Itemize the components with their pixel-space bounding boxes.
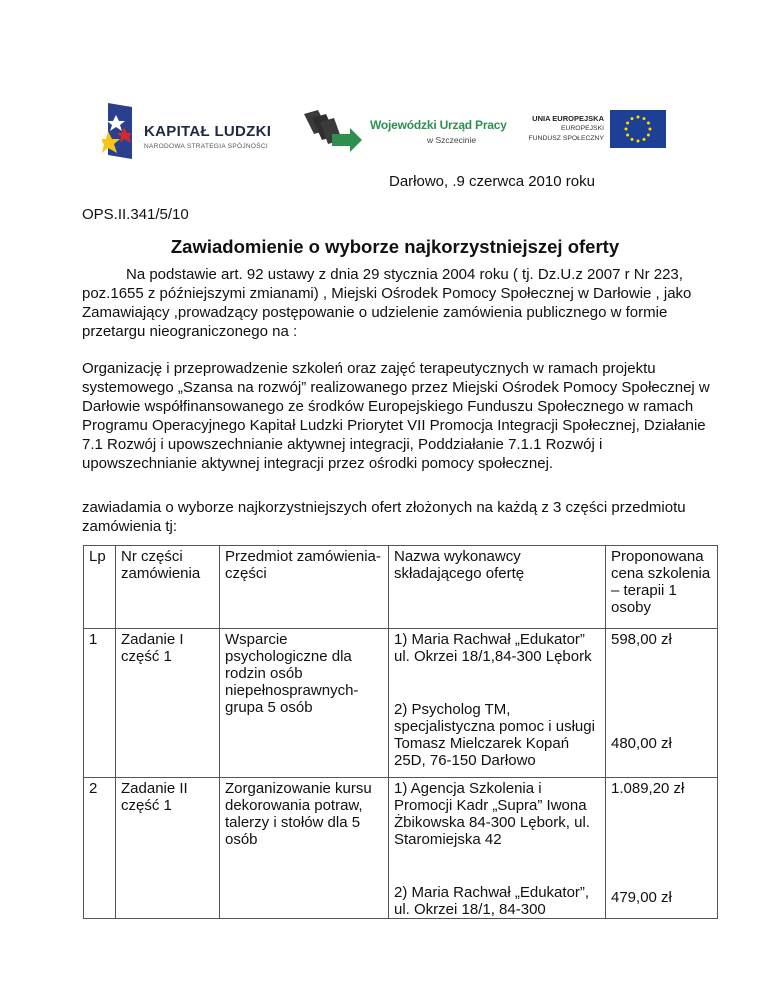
place-date: Darłowo, .9 czerwca 2010 roku xyxy=(389,173,595,190)
header-lp: Lp xyxy=(84,546,116,629)
offer-price: 598,00 zł xyxy=(611,631,672,648)
table-header-row xyxy=(84,546,718,629)
table-row xyxy=(84,629,718,778)
offer-price: 479,00 zł xyxy=(611,889,672,906)
spacer xyxy=(394,848,601,884)
spacer xyxy=(611,797,713,889)
wup-logo xyxy=(296,108,507,158)
offer-price: 480,00 zł xyxy=(611,735,672,752)
eu-logo xyxy=(506,110,666,152)
header-contractor: Nazwa wykonawcy składającego ofertę xyxy=(389,546,606,629)
document-title: Zawiadomienie o wyborze najkorzystniejszej oferty xyxy=(170,236,620,257)
cell-part: Zadanie I część 1 xyxy=(116,629,220,778)
cell-prices xyxy=(606,778,718,919)
cell-part: Zadanie II część 1 xyxy=(116,778,220,919)
cell-subject: Wsparcie psychologiczne dla rodzin osób niepełnosprawnych-grupa 5 osób xyxy=(220,629,389,778)
eu-subtitle-1: EUROPEJSKI xyxy=(560,125,604,132)
eu-flag-icon xyxy=(610,110,666,148)
wup-cards-arrow-icon xyxy=(296,108,364,156)
cell-subject: Zorganizowanie kursu dekorowania potraw, talerzy i stołów dla 5 osób xyxy=(220,778,389,919)
spacer xyxy=(394,665,601,701)
offer-name: 1) Agencja Szkolenia i Promocji Kadr „Supra” Iwona Żbikowska 84-300 Lębork, ul. Staromiejska 42 xyxy=(394,780,590,848)
header-part-number: Nr części zamówienia xyxy=(116,546,220,629)
paragraph-legal-basis: Na podstawie art. 92 ustawy z dnia 29 stycznia 2004 roku ( tj. Dz.U.z 2007 r Nr 223, poz.1655 z późniejszymi zmianami) , Miejski Ośrodek Pomocy Społecznej w Darłowie , jako Zamawiający ,prowadzący postępowanie o udzielenie zamówienia publicznego w formie przetargu nieograniczonego na : xyxy=(82,266,692,340)
wup-subtitle: w Szczecinie xyxy=(427,135,477,145)
kapital-ludzki-logo xyxy=(92,103,282,163)
offer-price: 1.089,20 zł xyxy=(611,780,685,797)
paragraph-notification: zawiadamia o wyborze najkorzystniejszych ofert złożonych na każdą z 3 części przedmiotu zamówienia tj: xyxy=(82,499,686,535)
header-price: Proponowana cena szkolenia – terapii 1 osoby xyxy=(606,546,718,629)
cell-lp: 1 xyxy=(84,629,116,778)
header-subject: Przedmiot zamówienia-części xyxy=(220,546,389,629)
cell-lp: 2 xyxy=(84,778,116,919)
table-row xyxy=(84,778,718,919)
cell-contractors xyxy=(389,778,606,919)
offer-name: 1) Maria Rachwał „Edukator” ul. Okrzei 18/1,84-300 Lębork xyxy=(394,631,592,665)
offer-name: 2) Maria Rachwał „Edukator”, ul. Okrzei 18/1, 84-300 xyxy=(394,884,590,918)
paragraph-subject: Organizację i przeprowadzenie szkoleń oraz zajęć terapeutycznych w ramach projektu systemowego „Szansa na rozwój” realizowanego przez Miejski Ośrodek Pomocy Społecznej w Darłowie współfinansowanego ze środków Europejskiego Funduszu Społecznego w ramach Programu Operacyjnego Kapitał Ludzki Priorytet VII Promocja Integracji Społecznej, Działanie 7.1 Rozwój i upowszechnianie aktywnej integracji, Poddziałanie 7.1.1 Rozwój i upowszechnianie aktywnej integracji przez ośrodki pomocy społecznej. xyxy=(82,360,710,472)
wup-title: Wojewódzki Urząd Pracy xyxy=(370,118,507,132)
offers-table xyxy=(83,545,718,919)
kapital-ludzki-title: KAPITAŁ LUDZKI xyxy=(144,123,272,140)
eu-title: UNIA EUROPEJSKA xyxy=(532,114,604,123)
kapital-ludzki-flag-icon xyxy=(102,103,132,159)
reference-number: OPS.II.341/5/10 xyxy=(82,206,189,223)
kapital-ludzki-subtitle: NARODOWA STRATEGIA SPÓJNOŚCI xyxy=(144,143,268,150)
offer-name: 2) Psycholog TM, specjalistyczna pomoc i usługi Tomasz Mielczarek Kopań 25D, 76-150 Darłowo xyxy=(394,701,595,769)
eu-subtitle-2: FUNDUSZ SPOŁECZNY xyxy=(528,135,604,142)
spacer xyxy=(611,648,713,735)
cell-contractors xyxy=(389,629,606,778)
cell-prices xyxy=(606,629,718,778)
